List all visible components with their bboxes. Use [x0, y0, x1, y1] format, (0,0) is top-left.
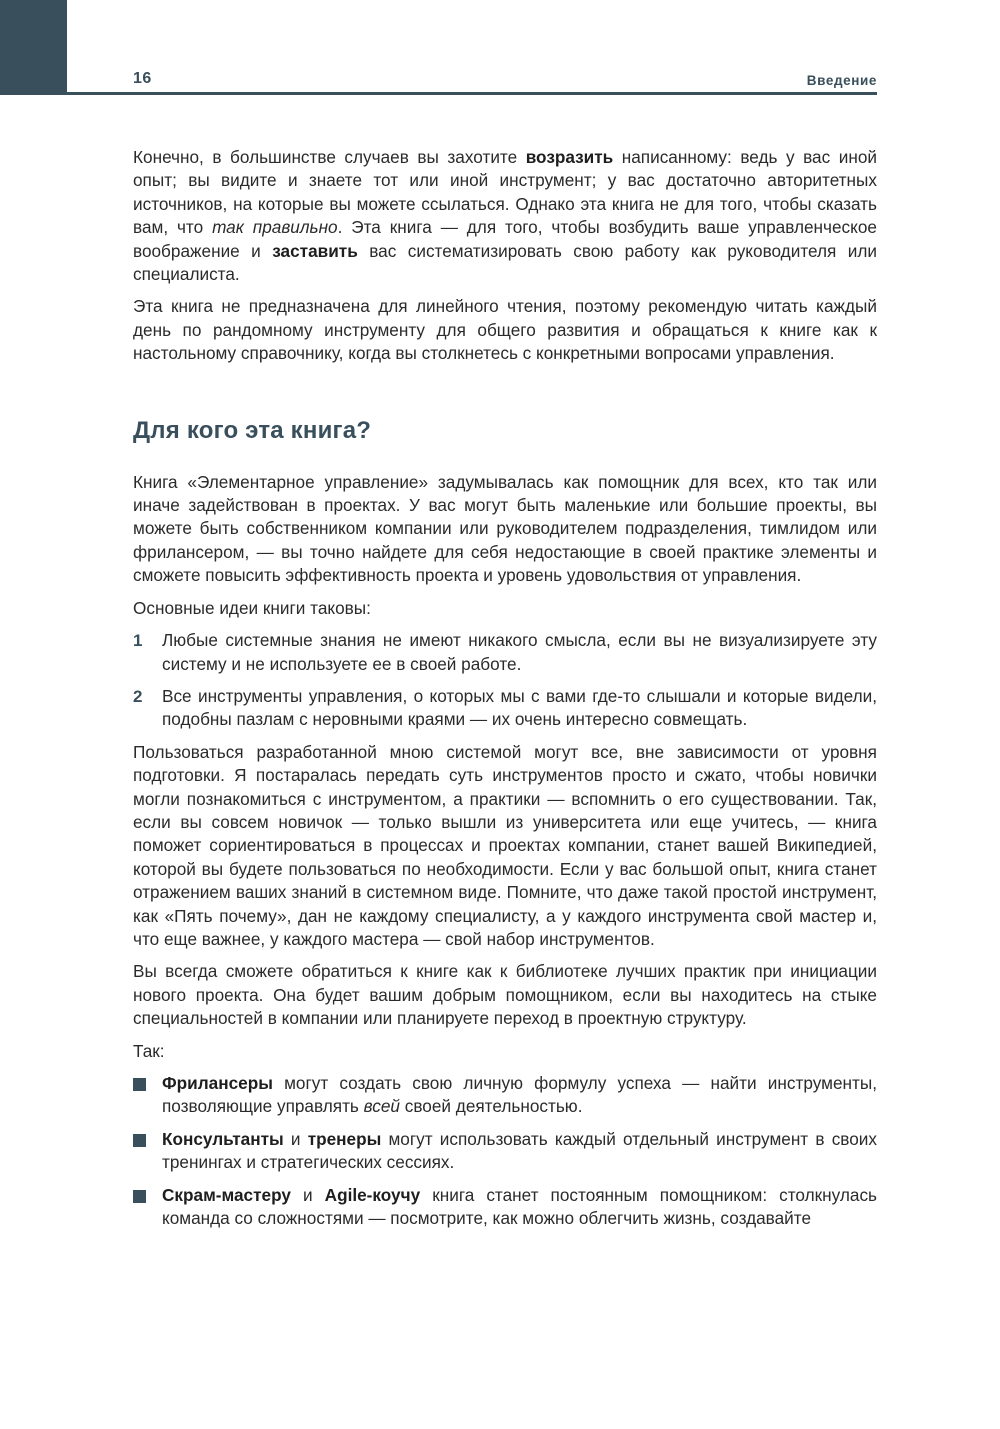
- running-head: Введение: [806, 73, 877, 88]
- page-header: [67, 0, 877, 95]
- ideas-list: [133, 629, 877, 732]
- audience-list: [133, 1072, 877, 1230]
- emphasis-bold: возразить: [525, 147, 614, 167]
- section-paragraph-5: Так:: [133, 1040, 165, 1061]
- page-body: [133, 146, 877, 1239]
- intro-paragraph-1: Конечно, в большинстве случаев вы захотите возразить написанному: ведь у вас иной опыт; вы видите и знаете тот или иной инструмент; у вас достаточно авторитетных источников, на которые вы можете ссылаться. Однако эта книга не для того, чтобы сказать вам, что так правильно. Эта книга — для того, чтобы возбудить ваше управленческое воображение и заставить вас систематизировать свою работу как руководителя или специалиста.: [133, 147, 877, 285]
- section-paragraph-4: Вы всегда сможете обратиться к книге как к библиотеке лучших практик при инициации нового проекта. Она будет вашим добрым помощником, если вы находитесь на стыке специальностей в компании или планируете переход в проектную структуру.: [133, 961, 877, 1029]
- section-paragraph-3: Пользоваться разработанной мною системой могут все, вне зависимости от уровня подготовки. Я постаралась передать суть инструментов просто и сжато, чтобы новички могли познакомиться с инструментом, а практики — вспомнить о его существовании. Так, если вы совсем новичок — только вышли из университета или еще учитесь, — книга поможет сориентироваться в процессах и проектах компании, станет вашей Википедией, которой вы будете пользоваться по необходимости. Если у вас большой опыт, книга станет отражением ваших знаний в системном виде. Помните, что даже такой простой инструмент, как «Пять почему», дан не каждому специалисту, а у каждого инструмента свой мастер и, что еще важнее, у каждого мастера — свой набор инструментов.: [133, 741, 877, 949]
- square-bullet-icon: [133, 1078, 146, 1091]
- audience-list-item: Фрилансеры могут создать свою личную формулу успеха — найти инструменты, позволяющие управлять всей своей деятельностью.: [133, 1072, 877, 1119]
- emphasis-bold: заставить: [272, 240, 358, 261]
- section-paragraph-1: Книга «Элементарное управление» задумывалась как помощник для всех, кто так или иначе задействован в проектах. У вас могут быть маленькие или большие проекты, вы можете быть собственником компании или руководителем подразделения, тимлидом или фрилансером, — вы точно найдете для себя недостающие в своей практике элементы и сможете повысить эффективность проекта и уровень удовольствия от управления.: [133, 471, 877, 586]
- list-number: 2: [133, 686, 143, 706]
- emphasis-italic: так правильно: [212, 217, 338, 238]
- section-paragraph-2: Основные идеи книги таковы:: [133, 597, 371, 618]
- page-number: 16: [133, 70, 152, 87]
- ideas-list-item: 2 Все инструменты управления, о которых мы с вами где-то слышали и которые видели, подобны пазлам с неровными краями — их очень интересно совмещать.: [133, 685, 877, 730]
- square-bullet-icon: [133, 1190, 146, 1203]
- audience-list-item: Скрам-мастеру и Agile-коучу книга станет постоянным помощником: столкнулась команда со сложностями — посмотрите, как можно облегчить жизнь, создавайте: [133, 1184, 877, 1231]
- chapter-tab-bar: [0, 0, 67, 95]
- list-number: 1: [133, 631, 143, 651]
- square-bullet-icon: [133, 1134, 146, 1147]
- ideas-list-item: 1 Любые системные знания не имеют никакого смысла, если вы не визуализируете эту систему и не используете ее в своей работе.: [133, 630, 877, 674]
- section-heading: Для кого эта книга?: [133, 416, 372, 444]
- intro-paragraph-2: Эта книга не предназначена для линейного чтения, поэтому рекомендую читать каждый день по рандомному инструменту для общего развития и обращаться к книге как к настольному справочнику, когда вы столкнетесь с конкретными вопросами управления.: [133, 296, 877, 364]
- audience-list-item: Консультанты и тренеры могут использовать каждый отдельный инструмент в своих тренингах и стратегических сессиях.: [133, 1128, 877, 1175]
